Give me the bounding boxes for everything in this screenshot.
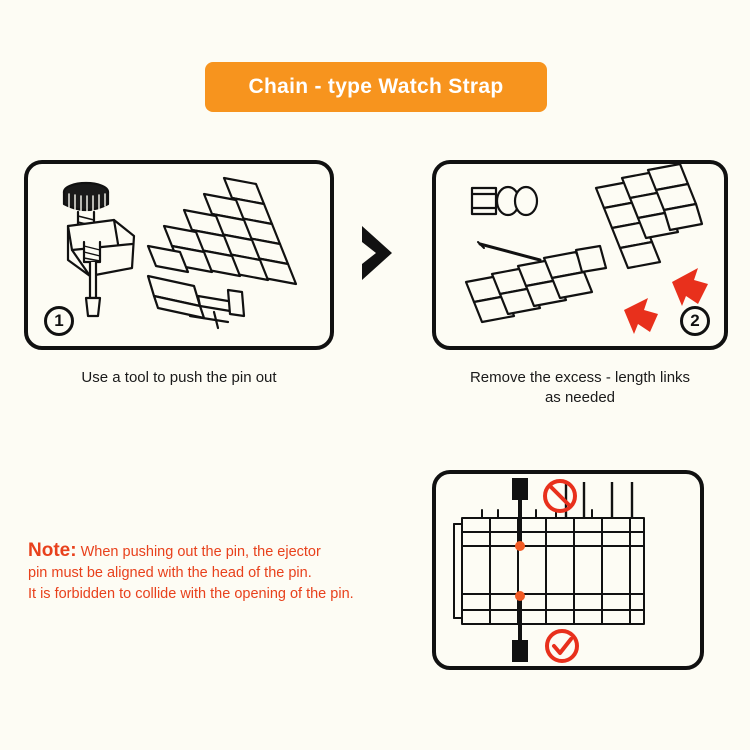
- note-line-3: It is forbidden to collide with the opening of the pin.: [28, 586, 354, 602]
- detail-panel: [432, 470, 704, 670]
- note-line-2: pin must be aligned with the head of the pin.: [28, 565, 312, 581]
- page-title: Chain - type Watch Strap: [205, 62, 547, 112]
- chevron-right-icon: [352, 222, 414, 284]
- step-2-number: 2: [680, 306, 710, 336]
- prohibited-icon: [545, 481, 575, 511]
- pin-alignment-cross-section: [436, 474, 700, 666]
- step-1-caption: Use a tool to push the pin out: [81, 369, 277, 386]
- step-2-caption-line-1: Remove the excess - length links: [469, 369, 691, 386]
- note-line-1: When pushing out the pin, the ejector: [80, 544, 321, 560]
- step-2-caption: [424, 368, 736, 408]
- note-label: Note:: [28, 540, 77, 561]
- check-circle-icon: [547, 631, 577, 661]
- step-1-number: 1: [44, 306, 74, 336]
- step-2-caption-line-2: as needed: [544, 389, 616, 406]
- note-block: [28, 540, 418, 605]
